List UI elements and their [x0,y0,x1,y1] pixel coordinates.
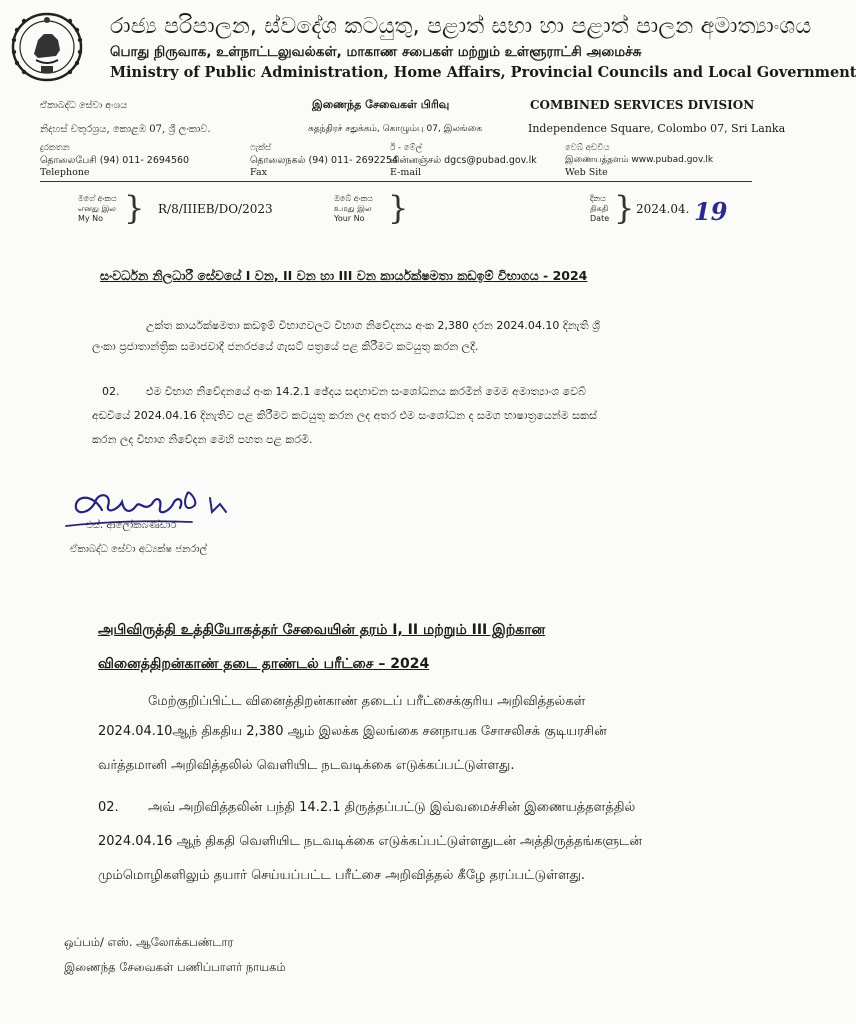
sinhala-title: සංවර්ධන නිලධාරී සේවයේ I වන, II වන හා III වන කාර්යක්ෂමතා කඩඉම් විභාගය - 2024 [100,268,588,283]
tamil-title-line1: அபிவிருத்தி உத்தியோகத்தர் சேவையின் தரம் I, II மற்றும் III இற்கான [98,622,546,638]
tamil-p1-line3: வர்த்தமானி அறிவித்தலில் வெளியிட நடவடிக்கை எடுக்கப்பட்டுள்ளது. [98,758,515,773]
ministry-name-sinhala: රාජ්‍ය පරිපාලන, ස්වදේශ කටයුතු, පළාත් සභා හා පළාත් පාලන අමාත්‍යාංශය [110,14,812,39]
header-divider [40,181,752,182]
tamil-p1-line2: 2024.04.10ஆந் திகதிய 2,380 ஆம் இலக்க இலங்கை சனநாயக சோசலிசக் குடியரசின் [98,724,607,739]
telephone-label-english: Telephone [40,167,90,178]
email-label-english: E-mail [390,167,422,178]
my-no-label: මගේ අංකය எனது இல My No [78,194,117,223]
fax-number: தொலைநகல் (94) 011- 2692254 [250,155,398,166]
telephone-number: தொலைபேசி (94) 011- 2694560 [40,155,190,166]
website-address: இணையத்தளம் www.pubad.gov.lk [565,155,714,165]
website-label-sinhala: වෙබ් අඩවිය [565,143,610,153]
email-address: மின்னஞ்சல் dgcs@pubad.gov.lk [390,155,537,166]
sinhala-p1-line2: ලංකා ප්‍රජාතාන්ත්‍රික සමාජවාදී ජනරජයේ ගැසට් පත්‍රයේ පළ කිරීමට කටයුතු කරන ලදී. [92,340,479,353]
division-tamil: இணைந்த சேவைகள் பிரிவு [312,98,450,111]
tamil-p2-line1: அவ் அறிவித்தலின் பந்தி 14.2.1 திருத்தப்பட்டு இவ்வமைச்சின் இணையத்தளத்தில் [148,800,636,815]
address-sinhala: නිදහස් චතුරශ්‍රය, කොළඹ 07, ශ්‍රී ලංකාව. [40,124,211,135]
government-emblem-icon [8,10,86,84]
website-label-english: Web Site [565,167,608,178]
tamil-p2-number: 02. [98,800,119,815]
your-no-brace: } [388,189,409,227]
date-brace: } [614,189,635,227]
division-sinhala: ඒකාබද්ධ සේවා අංශය [40,100,128,111]
sinhala-p2-line2: අඩවියේ 2024.04.16 දිනැතිව පළ කිරීමට කටයුතු කරන ලද අතර එම සංශෝධන ද සමග භාෂාත්‍රයෙන්ම සකස් [92,409,597,422]
address-english: Independence Square, Colombo 07, Sri Lanka [528,122,786,135]
sinhala-p2-line1: එම විභාග නිවේදනයේ අංක 14.2.1 ඡේදය සඳහාවන සංශෝධනය කරමින් මෙම අමාත්‍යාංශ වෙබ් [146,385,586,398]
sinhala-p2-line3: කරන ලද විභාග නිවේදන මෙහි පහත පළ කරමි. [92,433,313,446]
tamil-signatory-title: இணைந்த சேவைகள் பணிப்பாளர் நாயகம் [64,960,286,974]
tamil-p2-line3: மும்மொழிகளிலும் தயார் செய்யப்பட்ட பரீட்சை அறிவித்தல் கீழே தரப்பட்டுள்ளது. [98,868,585,883]
tamil-p2-line2: 2024.04.16 ஆந் திகதி வெளியிட நடவடிக்கை எடுக்கப்பட்டுள்ளதுடன் அத்திருத்தங்களுடன் [98,834,642,849]
date-value: 2024.04. [636,202,690,216]
sinhala-signatory-name: එස්. ආලෝකබණ්ඩාර [86,520,177,531]
sinhala-signatory-title: ඒකාබද්ධ සේවා අධ්‍යක්ෂ ජනරාල් [70,544,208,555]
ministry-name-english: Ministry of Public Administration, Home Affairs, Provincial Councils and Local Government [110,64,856,81]
tamil-signatory-line: ஒப்பம்/ எஸ். ஆலோக்கபண்டார [64,935,234,949]
ministry-name-tamil: பொது நிருவாக, உள்நாட்டலுவல்கள், மாகாண சபைகள் மற்றும் உள்ளூராட்சி அமைச்சு [110,44,642,60]
fax-label-english: Fax [250,167,267,178]
email-label-sinhala: ඊ - මේල් [390,143,423,153]
division-english: COMBINED SERVICES DIVISION [530,98,755,112]
date-day-handwritten: 19 [694,197,728,226]
sinhala-p2-number: 02. [102,385,120,398]
telephone-label-sinhala: දුරකතන [40,143,70,153]
tamil-title-line2: வினைத்திறன்காண் தடை தாண்டல் பரீட்சை – 2024 [98,656,430,672]
address-tamil: சுதந்திரச் சதுக்கம், கொழும்பு 07, இலங்கை [308,124,483,134]
fax-label-sinhala: ෆැක්ස් [250,143,272,153]
my-no-value: R/8/IIIEB/DO/2023 [158,202,273,216]
your-no-label: ඔබේ අංකය உமது இல Your No [334,194,373,223]
sinhala-p1-line1: උක්ත කාර්යක්ෂමතා කඩඉම් විභාගවලට විභාග නිවේදනය අංක 2,380 දරන 2024.04.10 දිනැති ශ්‍රී [146,319,601,332]
date-label: දිනය திகதி Date [590,194,610,223]
my-no-brace: } [124,189,145,227]
tamil-p1-line1: மேற்குறிப்பிட்ட வினைத்திறன்காண் தடைப் பரீட்சைக்குரிய அறிவித்தல்கள் [148,694,586,709]
